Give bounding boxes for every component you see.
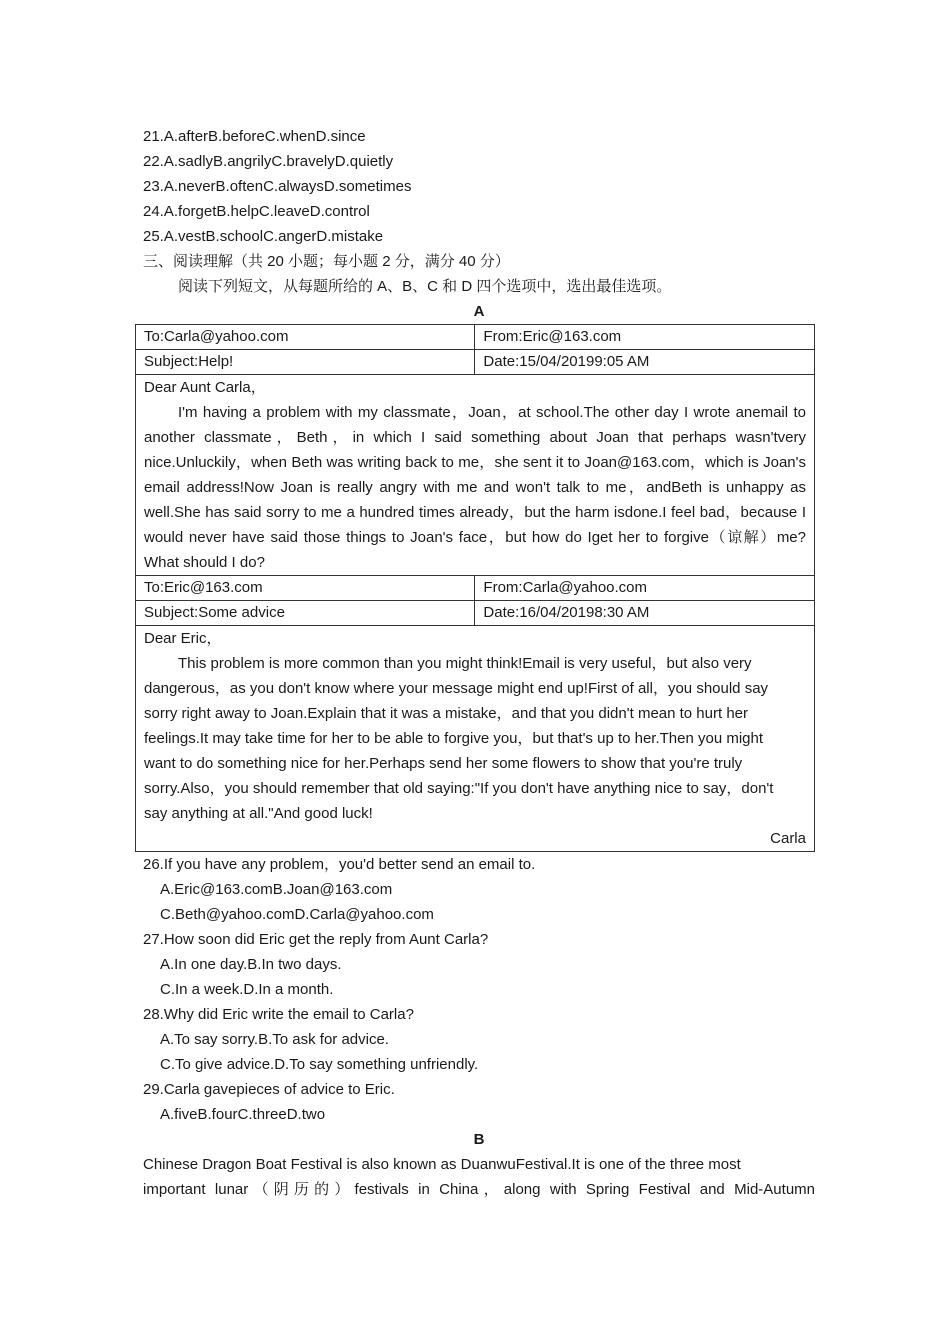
email2-to: To:Eric@163.com [136, 576, 475, 601]
email1-header-row-1 [136, 325, 815, 350]
cloze-options [143, 124, 815, 249]
cloze-option-23: 23.A.neverB.oftenC.alwaysD.sometimes [143, 178, 412, 195]
passage-b-label: B [473, 1131, 485, 1148]
email1-body: I'm having a problem with my classmate，Joan，at school.The other day I wrote anemail to another classmate，Beth，in which I said something about Joan that perhaps wasn'tvery nice.Unluckily，when Beth was writing back to me，she sent it to Joan@163.com，which is Joan's email address!Now Joan is really angry with me and won't talk to me，andBeth is unhappy as well.She has said sorry to me a hundred times already，but the harm isdone.I feel bad，because I would never have said those things to Joan's face，but how do Iget her to forgive（谅解）me?What should I do? [144, 404, 806, 571]
question-27-options-1: A.In one day.B.In two days. [160, 956, 342, 973]
cloze-option-22: 22.A.sadlyB.angrilyC.bravelyD.quietly [143, 153, 394, 170]
cloze-option-21: 21.A.afterB.beforeC.whenD.since [143, 128, 366, 145]
passage-b-line-2: important lunar（阴历的）festivals in China，along with Spring Festival and Mid-Autumn [143, 1181, 815, 1198]
question-26: 26.If you have any problem，you'd better send an email to. [143, 856, 536, 873]
email2-body-cell [136, 626, 815, 852]
email1-greeting: Dear Aunt Carla， [144, 379, 266, 396]
question-28-options-1: A.To say sorry.B.To ask for advice. [160, 1031, 389, 1048]
cloze-option-24: 24.A.forgetB.helpC.leaveD.control [143, 203, 370, 220]
email1-body-row [136, 375, 815, 576]
question-26-options-2: C.Beth@yahoo.comD.Carla@yahoo.com [160, 906, 434, 923]
question-27: 27.How soon did Eric get the reply from Aunt Carla? [143, 931, 489, 948]
email2-header-row-1 [136, 576, 815, 601]
email2-date: Date:16/04/20198:30 AM [475, 601, 815, 626]
question-29: 29.Carla gavepieces of advice to Eric. [143, 1081, 395, 1098]
question-28: 28.Why did Eric write the email to Carla? [143, 1006, 414, 1023]
email1-header-row-2 [136, 350, 815, 375]
question-26-options-1: A.Eric@163.comB.Joan@163.com [160, 881, 393, 898]
email-table [135, 324, 815, 852]
email2-signature: Carla [770, 830, 806, 847]
question-28-options-2: C.To give advice.D.To say something unfriendly. [160, 1056, 479, 1073]
email2-body: This problem is more common than you might think!Email is very useful，but also very dangerous，as you don't know where your message might end up!First of all，you should say sorry right away to Joan.Explain that it was a mistake，and that you didn't mean to hurt her feelings.It may take time for her to be able to forgive you，but that's up to her.Then you might want to do something nice for her.Perhaps send her some flowers to show that you're truly sorry.Also，you should remember that old saying:"If you don't have anything nice to say，don't say anything at all."And good luck! [144, 655, 774, 822]
exam-page [143, 124, 815, 1202]
email1-from: From:Eric@163.com [475, 325, 815, 350]
question-list [143, 852, 815, 1127]
section-instruction: 阅读下列短文，从每题所给的 A、B、C 和 D 四个选项中，选出最佳选项。 [178, 278, 672, 295]
email2-header-row-2 [136, 601, 815, 626]
cloze-option-25: 25.A.vestB.schoolC.angerD.mistake [143, 228, 384, 245]
email1-to: To:Carla@yahoo.com [136, 325, 475, 350]
email2-subject: Subject:Some advice [136, 601, 475, 626]
section-title: 三、阅读理解（共 20 小题；每小题 2 分，满分 40 分） [143, 253, 510, 270]
email1-subject: Subject:Help! [136, 350, 475, 375]
email2-greeting: Dear Eric， [144, 630, 222, 647]
passage-b-line-1: Chinese Dragon Boat Festival is also known as DuanwuFestival.It is one of the three most [143, 1156, 741, 1173]
question-27-options-2: C.In a week.D.In a month. [160, 981, 334, 998]
email2-body-row [136, 626, 815, 852]
passage-a-label: A [473, 303, 485, 320]
question-29-options-1: A.fiveB.fourC.threeD.two [160, 1106, 326, 1123]
email1-date: Date:15/04/20199:05 AM [475, 350, 815, 375]
email2-from: From:Carla@yahoo.com [475, 576, 815, 601]
email1-body-cell [136, 375, 815, 576]
